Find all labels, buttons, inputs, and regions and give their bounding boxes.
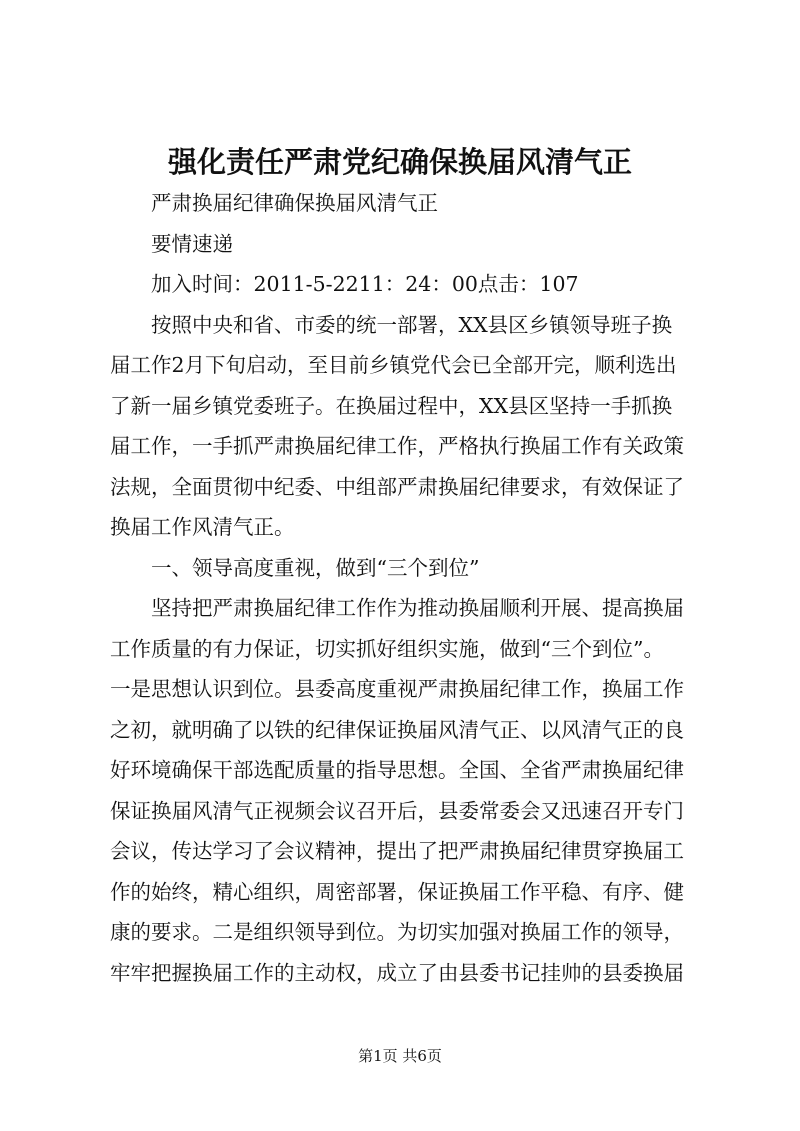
- text-line: 了新一届乡镇党委班子。在换届过程中，XX县区坚持一手抓换: [110, 393, 673, 418]
- text-line: 加入时间：2011-5-2211：24：00点击：107: [110, 272, 579, 296]
- text-line: 法规，全面贯彻中纪委、中组部严肃换届纪律要求，有效保证了: [110, 474, 684, 499]
- text-line: 届工作，一手抓严肃换届纪律工作，严格执行换届工作有关政策: [110, 434, 684, 458]
- text-line: 会议，传达学习了会议精神，提出了把严肃换届纪律贯穿换届工: [110, 839, 684, 863]
- page-number: 第1页 共6页: [358, 1047, 442, 1065]
- text-line: 坚持把严肃换届纪律工作作为推动换届顺利开展、提高换届: [110, 596, 684, 620]
- text-line: 要情速递: [110, 231, 233, 256]
- text-line: 换届工作风清气正。: [110, 515, 295, 539]
- text-line: 之初，就明确了以铁的纪律保证换届风清气正、以风清气正的良: [110, 717, 684, 742]
- text-line: 工作质量的有力保证，切实抓好组织实施，做到“三个到位”。: [110, 636, 664, 661]
- text-line: 届工作2月下旬启动，至目前乡镇党代会已全部开完，顺利选出: [110, 353, 677, 377]
- text-line: 一是思想认识到位。县委高度重视严肃换届纪律工作，换届工作: [110, 677, 684, 701]
- text-line: 按照中央和省、市委的统一部署，XX县区乡镇领导班子换: [110, 312, 673, 337]
- section-heading: 一、领导高度重视，做到“三个到位”: [110, 555, 480, 580]
- text-line: 康的要求。二是组织领导到位。为切实加强对换届工作的领导，: [110, 920, 684, 944]
- text-line: 牢牢把握换届工作的主动权，成立了由县委书记挂帅的县委换届: [110, 960, 684, 985]
- text-line: 好环境确保干部选配质量的指导思想。全国、全省严肃换届纪律: [110, 758, 684, 782]
- document-body: [110, 183, 710, 993]
- text-line: 作的始终，精心组织，周密部署，保证换届工作平稳、有序、健: [110, 879, 684, 904]
- document-title: 强化责任严肃党纪确保换届风清气正: [167, 145, 632, 179]
- text-line: 保证换届风清气正视频会议召开后，县委常委会又迅速召开专门: [110, 798, 684, 823]
- text-line: 严肃换届纪律确保换届风清气正: [110, 191, 438, 215]
